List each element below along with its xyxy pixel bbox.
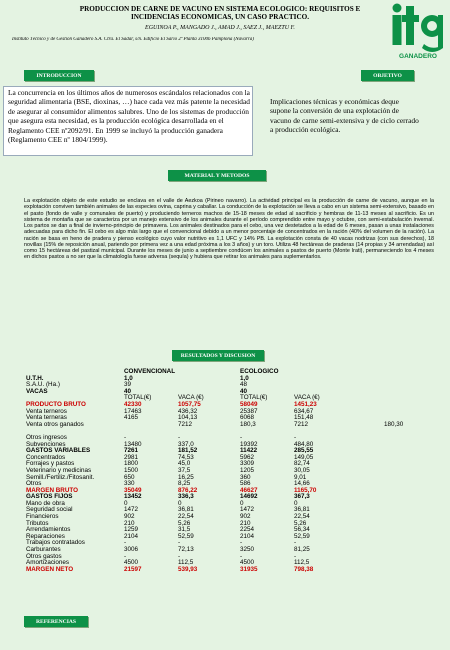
table-cell: 539,93: [178, 565, 198, 573]
table-row: [26, 514, 446, 521]
table-cell: -: [240, 539, 243, 547]
table-row: [26, 409, 446, 416]
table-cell: Veterinario y medicinas: [26, 466, 92, 474]
table-cell: 31935: [240, 565, 258, 573]
table-cell: [384, 527, 424, 534]
table-cell: [384, 389, 424, 396]
table-cell: 112,5: [178, 559, 194, 567]
table-cell: 151,48: [294, 414, 314, 422]
table-cell: -: [178, 433, 181, 441]
table-cell: 210: [124, 519, 135, 527]
table-cell: 586: [240, 480, 251, 488]
table-cell: 16,25: [178, 473, 194, 481]
table-row: [26, 428, 446, 435]
table-cell: 2254: [240, 526, 255, 534]
table-cell: 104,13: [178, 414, 198, 422]
table-cell: 9,01: [294, 473, 307, 481]
table-cell: 634,67: [294, 407, 314, 415]
table-cell: 4165: [124, 414, 139, 422]
table-cell: 0: [124, 499, 128, 507]
table-cell: Amortizaciones: [26, 559, 70, 567]
table-cell: [384, 428, 424, 435]
table-cell: 798,38: [294, 565, 314, 573]
table-cell: Venta terneras: [26, 414, 67, 422]
table-row: [26, 376, 446, 383]
table-cell: -: [178, 539, 181, 547]
references-section-label: REFERENCIAS: [24, 616, 88, 627]
table-cell: 5,26: [294, 519, 307, 527]
table-row: [26, 521, 446, 528]
table-cell: [294, 382, 384, 389]
table-row: [26, 402, 446, 409]
table-cell: 36,81: [294, 506, 310, 514]
intro-text: La concurrencia en los últimos años de numerosos escándalos relacionados con la seguridad alimentaria (BSE, dioxinas, …) hace cada vez más patente la necesidad de asegurar al consumidor alimentos salubres. Uno de los sistemas de producción que asegura esta necesidad, es la producción ecológica desarrollada en el Reglamento CEE nº2092/91. En 1999 se incluyó la producción ganadera (Reglamento CEE nº 1804/1999).: [3, 86, 253, 156]
objective-section-label: OBJETIVO: [361, 70, 414, 81]
table-cell: 72,13: [178, 546, 194, 554]
table-cell: -: [178, 552, 181, 560]
table-cell: -: [124, 539, 127, 547]
table-cell: 82,74: [294, 460, 310, 468]
table-cell: 3309: [240, 460, 255, 468]
table-cell: [384, 521, 424, 528]
table-cell: Otros gastos: [26, 552, 62, 560]
table-cell: [384, 395, 424, 402]
table-row: [26, 507, 446, 514]
table-cell: 0: [240, 499, 244, 507]
authors: EGUINOA P., MANGADO J., AMAD J., SAEZ J., MAEZTU F.: [145, 25, 295, 31]
table-cell: -: [294, 552, 297, 560]
table-cell: [294, 376, 384, 383]
table-cell: 3006: [124, 546, 139, 554]
methods-text: La explotación objeto de este estudio se enclava en el valle de Aezkoa (Pirineo navarro). La actividad principal es la producción de carne de vacuno, aunque en la explotación conviven también animales de las especies ovina, caprina y caballar. La conducción de la explotación se lleva a cabo en un sistema semi-extensivo, basado en el pasto (fondo de valle y comunales de puerto) y produciendo terneros machos de 15-18 meses de edad al sacrificio y hembras de 11-13 meses al sacrificio. Es un sistema de montaña que se caracteriza por un manejo extensivo de los animales durante el período comprendido entre mayo y octubre, con semi-estabulación invernal. Los partos se dan a final de invierno-principio de primavera. Los animales destinados para el cebo, una vez destetados a la edad de 6 meses, pasan a unas instalaciones adecuadas para dicho fin. El cebo es algo más largo que el convencional debido a un menor porcentaje de concentrados en la ración (40% del volumen de la ración). La ración se basa en heno de pradera y pienso ecológico cuyo valor nutritivo es 1,1 UFC y 14% PB. La explotación consta de 40 vacas nodrizas (con sus derechos), 18 novillas (15% de reposición anual, pariendo por primera vez a una edad próxima a los 3 años) y un toro. Utiliza 48 hectáreas de praderas (14 propias y 34 arrendadas) así como 15 hectáreas del pastizal municipal. Durante los meses de junio a septiembre condúcen los animales a pastos de puerto (Monte Irati), permaneciendo los 4 meses en dichos pastos a no ser que la climatología fuese adversa (sequía) y hubiera que retirar los animales para suplementarlos.: [24, 198, 434, 261]
table-cell: Forrajes y pastos: [26, 460, 75, 468]
table-cell: 5,26: [178, 519, 191, 527]
table-cell: 650: [124, 473, 135, 481]
table-cell: 337,0: [178, 440, 194, 448]
table-cell: TOTAL(€): [240, 394, 268, 402]
table-cell: 45,0: [178, 460, 191, 468]
table-cell: 285,55: [294, 447, 314, 455]
table-cell: 46627: [240, 486, 258, 494]
table-cell: 367,3: [294, 493, 310, 501]
table-cell: 1165,70: [294, 486, 317, 494]
table-cell: [384, 461, 424, 468]
table-cell: [384, 475, 424, 482]
table-cell: 31,5: [178, 526, 191, 534]
table-cell: 1451,23: [294, 400, 317, 408]
table-cell: [384, 435, 424, 442]
col-convencional: CONVENCIONAL: [124, 368, 176, 375]
table-cell: VACA (€): [294, 394, 320, 402]
table-cell: [294, 428, 384, 435]
table-cell: [384, 382, 424, 389]
table-cell: [178, 382, 240, 389]
table-cell: MARGEN NETO: [26, 565, 74, 573]
table-row: [26, 422, 446, 429]
intro-section-label: INTRODUCCION: [24, 70, 94, 81]
table-cell: 1,0: [240, 374, 249, 382]
table-cell: 149,05: [294, 453, 314, 461]
table-cell: -: [294, 539, 297, 547]
table-cell: 4500: [124, 559, 139, 567]
table-row: [26, 554, 446, 561]
table-cell: -: [124, 552, 127, 560]
table-row: [26, 494, 446, 501]
table-cell: [384, 514, 424, 521]
table-cell: 42330: [124, 400, 142, 408]
table-cell: 902: [240, 513, 251, 521]
results-table: [26, 369, 446, 573]
table-cell: 8,25: [178, 480, 191, 488]
table-row: [26, 488, 446, 495]
table-row: [26, 527, 446, 534]
table-cell: Trabajos contratados: [26, 539, 85, 547]
table-cell: [384, 567, 424, 574]
table-cell: 40: [124, 387, 132, 395]
table-cell: 39: [124, 381, 132, 389]
table-cell: 36,81: [178, 506, 194, 514]
table-cell: 14692: [240, 493, 258, 501]
table-cell: 2104: [124, 532, 139, 540]
table-row: [26, 455, 446, 462]
table-cell: 181,52: [178, 447, 198, 455]
table-cell: 52,59: [178, 532, 194, 540]
table-cell: Tributos: [26, 519, 49, 527]
table-cell: GASTOS VARIABLES: [26, 447, 91, 455]
table-cell: 21597: [124, 565, 142, 573]
table-cell: 2981: [124, 453, 139, 461]
table-cell: Reparaciones: [26, 532, 65, 540]
objective-text: Implicaciones técnicas y económicas deque supone la conversión de una explotación de vacuno de carne semi-extensiva y de ciclo cerrado a producción ecológica.: [270, 97, 419, 135]
table-cell: 25387: [240, 407, 258, 415]
table-cell: [178, 428, 240, 435]
table-cell: 19392: [240, 440, 258, 448]
table-cell: 14,66: [294, 480, 310, 488]
table-row: [26, 567, 446, 574]
table-cell: 180,3: [240, 420, 256, 428]
table-cell: 112,5: [294, 559, 310, 567]
table-cell: TOTAL(€): [124, 394, 152, 402]
table-cell: 0: [178, 499, 182, 507]
table-cell: [384, 455, 424, 462]
methods-section-label: MATERIAL Y METODOS: [168, 170, 266, 181]
table-cell: [384, 468, 424, 475]
table-cell: GASTOS FIJOS: [26, 493, 73, 501]
table-cell: -: [240, 552, 243, 560]
table-cell: [384, 501, 424, 508]
table-cell: Mano de obra: [26, 499, 65, 507]
table-cell: Concentrados: [26, 453, 66, 461]
table-cell: 48: [240, 381, 248, 389]
table-cell: Seguridad social: [26, 506, 73, 514]
table-cell: 7261: [124, 447, 139, 455]
table-cell: VACA (€): [178, 394, 204, 402]
table-cell: 2104: [240, 532, 255, 540]
table-cell: 330: [124, 480, 135, 488]
table-cell: 876,22: [178, 486, 198, 494]
table-cell: 30,05: [294, 466, 310, 474]
table-cell: U.T.H.: [26, 374, 44, 382]
table-cell: 180,30: [384, 420, 404, 428]
table-cell: [384, 488, 424, 495]
table-cell: 1472: [240, 506, 255, 514]
table-cell: 6068: [240, 414, 255, 422]
table-cell: 4500: [240, 559, 255, 567]
table-cell: [384, 534, 424, 541]
table-row: [26, 540, 446, 547]
table-cell: Semill./Fertiliz./Fitosanit.: [26, 473, 95, 481]
table-cell: Venta terneros: [26, 407, 67, 415]
table-cell: 17463: [124, 407, 142, 415]
itg-logo: [388, 0, 448, 62]
table-cell: [384, 540, 424, 547]
table-cell: [178, 376, 240, 383]
table-cell: 360: [240, 473, 251, 481]
table-cell: 22,54: [178, 513, 194, 521]
table-cell: [384, 507, 424, 514]
table-row: [26, 501, 446, 508]
results-header-row: [26, 369, 446, 376]
table-cell: [124, 422, 178, 429]
table-cell: 13480: [124, 440, 142, 448]
table-cell: Subvenciones: [26, 440, 66, 448]
results-rows: [26, 376, 446, 574]
table-cell: -: [240, 433, 243, 441]
table-cell: Otros ingresos: [26, 433, 67, 441]
table-cell: 210: [240, 519, 251, 527]
table-cell: [384, 481, 424, 488]
table-cell: 13452: [124, 493, 142, 501]
table-cell: 902: [124, 513, 135, 521]
col-ecologico: ECOLOGICO: [240, 368, 279, 375]
table-cell: 5962: [240, 453, 255, 461]
table-row: [26, 415, 446, 422]
table-cell: Otros: [26, 480, 42, 488]
table-cell: 37,5: [178, 466, 191, 474]
table-cell: 52,59: [294, 532, 310, 540]
table-cell: MARGEN BRUTO: [26, 486, 79, 494]
table-cell: 436,32: [178, 407, 198, 415]
affiliation: Instituto Técnico y de Gestión Ganadero S.A. Ctra. El Sadar, s/n. Edificio El Sario 2ª Planta 31006 Pamplona (Navarra): [12, 37, 254, 42]
table-cell: 40: [240, 387, 248, 395]
table-row: [26, 547, 446, 554]
table-cell: 81,25: [294, 546, 310, 554]
table-cell: 1205: [240, 466, 255, 474]
table-cell: PRODUCTO BRUTO: [26, 400, 86, 408]
table-cell: 56,34: [294, 526, 310, 534]
table-cell: Venta otros ganados: [26, 420, 84, 428]
table-cell: 1800: [124, 460, 139, 468]
table-cell: 22,54: [294, 513, 310, 521]
table-cell: [384, 547, 424, 554]
table-cell: 74,53: [178, 453, 194, 461]
table-cell: 7212: [294, 420, 309, 428]
table-cell: [384, 409, 424, 416]
table-cell: -: [294, 433, 297, 441]
table-cell: 58049: [240, 400, 258, 408]
table-cell: 484,80: [294, 440, 314, 448]
table-cell: 7212: [178, 420, 193, 428]
table-cell: [384, 376, 424, 383]
table-cell: [384, 448, 424, 455]
table-row: [26, 382, 446, 389]
table-cell: S.A.U. (Ha.): [26, 381, 60, 389]
table-cell: [124, 428, 178, 435]
table-cell: [384, 554, 424, 561]
poster-title: PRODUCCION DE CARNE DE VACUNO EN SISTEMA ECOLOGICO: REQUISITOS E INCIDENCIAS ECONOMICAS, UN CASO PRACTICO.: [79, 5, 361, 21]
table-cell: Arrendamientos: [26, 526, 71, 534]
table-row: [26, 560, 446, 567]
results-section-label: RESULTADOS Y DISCUSION: [172, 350, 264, 361]
table-row: [26, 475, 446, 482]
table-cell: 3250: [240, 546, 255, 554]
table-cell: 11422: [240, 447, 258, 455]
table-cell: 1472: [124, 506, 139, 514]
table-row: [26, 448, 446, 455]
table-cell: 336,3: [178, 493, 194, 501]
table-row: [26, 481, 446, 488]
table-cell: 1057,75: [178, 400, 201, 408]
table-cell: -: [124, 433, 127, 441]
table-row: [26, 435, 446, 442]
table-cell: Carburantes: [26, 546, 61, 554]
table-cell: 35049: [124, 486, 142, 494]
table-cell: 1259: [124, 526, 139, 534]
table-cell: [384, 442, 424, 449]
table-cell: VACAS: [26, 387, 48, 395]
table-row: [26, 389, 446, 396]
table-cell: [384, 494, 424, 501]
table-cell: 0: [294, 499, 298, 507]
table-cell: 1,0: [124, 374, 133, 382]
table-row: [26, 534, 446, 541]
table-cell: [384, 402, 424, 409]
logo-subtitle: GANADERO: [399, 53, 437, 60]
table-cell: Financieros: [26, 513, 59, 521]
table-cell: [384, 560, 424, 567]
table-cell: [240, 428, 294, 435]
table-cell: 1500: [124, 466, 139, 474]
table-row: [26, 395, 446, 402]
